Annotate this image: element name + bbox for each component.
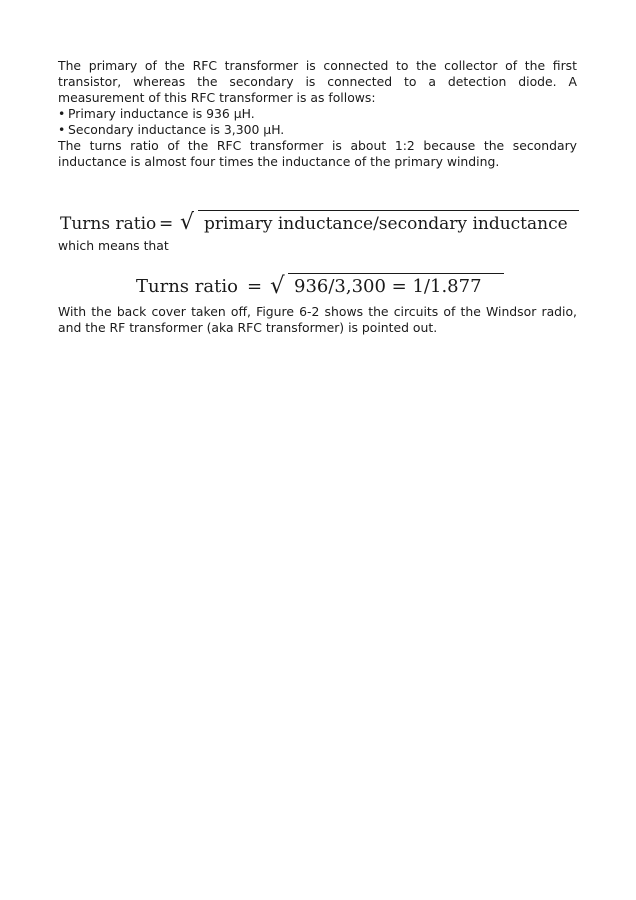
ratio-paragraph: The turns ratio of the RFC transformer is about 1:2 because the secondary inductance is almost four times the inductance of the primary winding. (58, 138, 577, 169)
equation-radicand: primary inductance/secondary inductance (198, 210, 579, 234)
equation-equals: = (159, 214, 174, 234)
list-item-text: Primary inductance is 936 µH. (68, 106, 255, 121)
measurement-list (58, 106, 577, 138)
equation-turns-ratio-value (58, 272, 577, 302)
square-root-icon: √ (270, 273, 285, 299)
intro-paragraph: The primary of the RFC transformer is connected to the collector of the first transistor, whereas the secondary is connected to a detection diode. A measurement of this RFC transformer is as follows: (58, 58, 577, 105)
list-item-text: Secondary inductance is 3,300 µH. (68, 122, 285, 137)
equation-lhs: Turns ratio (136, 276, 238, 297)
equation-turns-ratio-formula (58, 210, 577, 238)
bullet-icon: • (58, 106, 66, 121)
document-page (58, 58, 577, 335)
list-item (58, 106, 577, 122)
equation-equals: = (247, 276, 263, 297)
which-means-text: which means that (58, 238, 169, 253)
equation-lhs: Turns ratio (60, 214, 157, 234)
list-item (58, 122, 577, 138)
equation-radicand: 936/3,300 = 1/1.877 (288, 273, 504, 297)
final-paragraph: With the back cover taken off, Figure 6-2 shows the circuits of the Windsor radio, and the RF transformer (aka RFC transformer) is pointed out. (58, 304, 577, 335)
square-root-icon: √ (180, 210, 195, 235)
bullet-icon: • (58, 122, 66, 137)
